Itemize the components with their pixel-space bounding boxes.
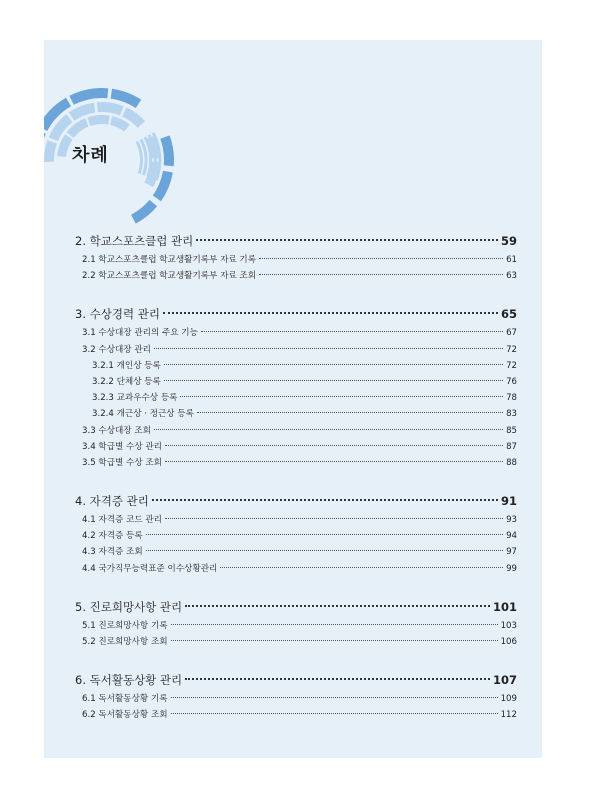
toc-subsection-entry[interactable] (75, 455, 517, 471)
toc-subsection-entry[interactable] (75, 374, 517, 390)
dot-leader (259, 274, 503, 275)
stripe-segment (136, 141, 143, 174)
toc-page-number: 76 (506, 376, 517, 387)
toc-page-number: 83 (506, 409, 517, 420)
toc-entry-label: 3.4 학급별 수상 관리 (82, 441, 162, 452)
toc-subsection-entry[interactable] (75, 423, 517, 439)
toc-section (75, 669, 517, 723)
toc-page-number: 112 (500, 710, 517, 721)
dot-leader (185, 605, 490, 607)
toc-entry-label: 2.2 학교스포츠클럽 학교생활기록부 자료 조회 (82, 271, 257, 282)
toc-subsection-entry[interactable] (75, 252, 517, 268)
toc-entry-label: 5. 진로희망사항 관리 (75, 599, 183, 614)
toc-page-number: 106 (500, 637, 517, 647)
toc-page-number: 65 (500, 307, 517, 322)
toc-entry-label: 2.1 학교스포츠클럽 학교생활기록부 자료 기록 (82, 255, 257, 265)
toc-entry-label: 2. 학교스포츠클럽 관리 (75, 234, 194, 248)
dot-leader (171, 713, 498, 714)
toc-subsection-entry[interactable] (75, 561, 517, 577)
toc-page-number: 85 (506, 425, 517, 436)
dot-leader (201, 331, 503, 332)
dot-leader (180, 396, 503, 397)
toc-page-number: 94 (506, 531, 517, 542)
toc-subsection-entry[interactable] (75, 707, 517, 723)
toc-chapter-entry[interactable] (75, 596, 517, 618)
toc-entry-label: 4.4 국가직무능력표준 이수상황관리 (82, 563, 218, 574)
toc-page-number: 61 (506, 255, 517, 265)
page-title: 차례 (72, 145, 109, 166)
arc-segment (160, 135, 174, 166)
toc-page-number: 87 (506, 441, 517, 452)
toc-entry-label: 3.2.2 단체상 등록 (92, 376, 161, 387)
toc-page-number: 99 (506, 563, 517, 574)
toc-page-number: 103 (500, 620, 517, 631)
arc-segment (44, 140, 57, 162)
toc-subsection-entry[interactable] (75, 528, 517, 544)
toc-chapter-entry[interactable] (75, 303, 517, 325)
toc-entry-label: 4. 자격증 관리 (75, 494, 149, 509)
toc-subsection-entry[interactable] (75, 406, 517, 422)
toc-entry-label: 4.1 자격증 코드 관리 (82, 515, 162, 526)
dot-leader (259, 258, 503, 259)
dot-leader (171, 697, 498, 698)
dot-leader (197, 412, 503, 413)
toc-chapter-entry[interactable] (75, 490, 517, 512)
table-of-contents (75, 230, 517, 743)
toc-subsection-entry[interactable] (75, 268, 517, 284)
toc-subsection-entry[interactable] (75, 512, 517, 528)
toc-page-number: 72 (506, 344, 517, 355)
toc-entry-label: 4.2 자격증 등록 (82, 531, 143, 542)
toc-page-number: 59 (500, 234, 517, 248)
dot-leader (171, 624, 498, 625)
dot-leader (154, 348, 503, 349)
toc-page-number: 63 (506, 271, 517, 282)
toc-section (75, 230, 517, 284)
dot-leader (164, 364, 503, 365)
toc-page-number: 78 (506, 393, 517, 404)
dot-leader (165, 518, 503, 519)
toc-entry-label: 3.5 학급별 수상 조회 (82, 457, 162, 468)
toc-chapter-entry[interactable] (75, 230, 517, 252)
dot-leader (165, 461, 503, 462)
dot-leader (152, 499, 498, 501)
toc-page-number: 109 (500, 694, 517, 705)
toc-entry-label: 6. 독서활동상황 관리 (75, 673, 183, 688)
toc-section (75, 596, 517, 650)
toc-page-number: 101 (492, 599, 517, 614)
toc-section (75, 490, 517, 577)
arc-segment (87, 115, 109, 126)
toc-subsection-entry[interactable] (75, 390, 517, 406)
toc-entry-label: 3.3 수상대장 조회 (82, 425, 151, 436)
dot-leader (146, 550, 503, 551)
document-page (44, 40, 542, 758)
toc-subsection-entry[interactable] (75, 439, 517, 455)
dot-leader (171, 640, 498, 641)
toc-entry-label: 3.2.4 개근상 · 정근상 등록 (92, 409, 194, 420)
toc-entry-label: 5.1 진로희망사항 기록 (82, 620, 168, 631)
dot-leader (196, 239, 498, 241)
arc-segment (131, 200, 157, 224)
toc-subsection-entry[interactable] (75, 342, 517, 358)
toc-entry-label: 3.1 수상대장 관리의 주요 기능 (82, 328, 198, 339)
dot-leader (164, 380, 503, 381)
arc-segment (97, 102, 124, 115)
dot-leader (163, 312, 498, 314)
toc-entry-label: 6.1 독서활동상황 기록 (82, 694, 168, 705)
dot-leader (146, 534, 503, 535)
dot-leader (185, 678, 490, 680)
dot-leader (220, 567, 503, 568)
toc-page-number: 93 (506, 515, 517, 526)
toc-subsection-entry[interactable] (75, 358, 517, 374)
toc-subsection-entry[interactable] (75, 618, 517, 634)
toc-page-number: 88 (506, 457, 517, 468)
toc-entry-label: 3. 수상경력 관리 (75, 307, 160, 322)
toc-entry-label: 6.2 독서활동상황 조회 (82, 710, 168, 721)
toc-page-number: 67 (506, 328, 517, 339)
toc-subsection-entry[interactable] (75, 691, 517, 707)
toc-entry-label: 4.3 자격증 조회 (82, 547, 143, 558)
toc-entry-label: 5.2 진로희망사항 조회 (82, 637, 168, 647)
toc-page-number: 97 (506, 547, 517, 558)
toc-entry-label: 3.2 수상대장 관리 (82, 344, 151, 355)
circular-arc-decoration (44, 40, 174, 230)
toc-chapter-entry[interactable] (75, 669, 517, 691)
toc-page-number: 107 (492, 673, 517, 688)
dot-leader (165, 445, 503, 446)
toc-entry-label: 3.2.1 개인상 등록 (92, 360, 161, 371)
toc-page-number: 72 (506, 360, 517, 371)
toc-subsection-entry[interactable] (75, 634, 517, 650)
toc-page-number: 91 (500, 494, 517, 509)
dot-leader (154, 429, 503, 430)
toc-subsection-entry[interactable] (75, 544, 517, 560)
toc-entry-label: 3.2.3 교과우수상 등록 (92, 393, 178, 404)
toc-subsection-entry[interactable] (75, 325, 517, 341)
toc-section (75, 303, 517, 471)
